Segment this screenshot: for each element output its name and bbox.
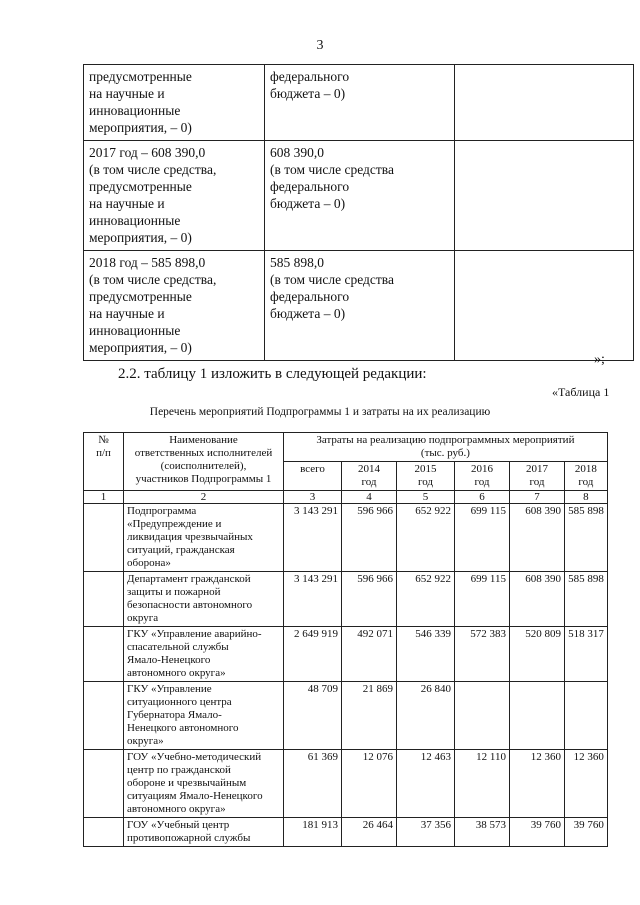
cost-y2015: 12 463: [397, 750, 455, 818]
header-costs: Затраты на реализацию подпрограммных мероприятий (тыс. руб.): [284, 433, 608, 462]
cost-y2017: 39 760: [510, 818, 565, 847]
cost-y2015: 37 356: [397, 818, 455, 847]
cost-y2018: 585 898: [565, 504, 608, 572]
cost-total: 181 913: [284, 818, 342, 847]
table-title: Перечень мероприятий Подпрограммы 1 и затраты на их реализацию: [149, 406, 491, 418]
header-2018: 2018 год: [565, 462, 608, 491]
cost-total: 48 709: [284, 682, 342, 750]
column-number: 3: [284, 491, 342, 504]
table-cell: федерального бюджета – 0): [265, 65, 455, 141]
table-row: [84, 251, 634, 361]
cost-y2015: 26 840: [397, 682, 455, 750]
header-2014: 2014 год: [342, 462, 397, 491]
table-cell: [455, 251, 634, 361]
table-cell: 2017 год – 608 390,0 (в том числе средства, предусмотренные на научные и инновационные мероприятия, – 0): [84, 141, 265, 251]
row-number: [84, 750, 124, 818]
header-name: Наименование ответственных исполнителей (соисполнителей), участников Подпрограммы 1: [124, 433, 284, 491]
row-number: [84, 572, 124, 627]
column-number: 5: [397, 491, 455, 504]
cost-y2018: 585 898: [565, 572, 608, 627]
header-2017: 2017 год: [510, 462, 565, 491]
table-row: [84, 572, 608, 627]
header-num: № п/п: [84, 433, 124, 491]
cost-y2014: 26 464: [342, 818, 397, 847]
table-row: [84, 818, 608, 847]
cost-y2018: 39 760: [565, 818, 608, 847]
column-number: 8: [565, 491, 608, 504]
executor-name: ГКУ «Управление ситуационного центра Губернатора Ямало- Ненецкого автономного округа»: [124, 682, 284, 750]
table-cell: 2018 год – 585 898,0 (в том числе средства, предусмотренные на научные и инновационные мероприятия, – 0): [84, 251, 265, 361]
table-label: «Таблица 1: [552, 385, 610, 399]
executor-name: ГОУ «Учебный центр противопожарной службы: [124, 818, 284, 847]
cost-y2017: 12 360: [510, 750, 565, 818]
row-number: [84, 682, 124, 750]
cost-y2015: 546 339: [397, 627, 455, 682]
row-number: [84, 627, 124, 682]
column-number-row: [84, 491, 608, 504]
cost-y2017: 608 390: [510, 504, 565, 572]
executor-name: ГКУ «Управление аварийно- спасательной службы Ямало-Ненецкого автономного округа»: [124, 627, 284, 682]
cost-y2016: 699 115: [455, 504, 510, 572]
table-cell: [455, 141, 634, 251]
table-row: [84, 627, 608, 682]
cost-y2016: 12 110: [455, 750, 510, 818]
header-2015: 2015 год: [397, 462, 455, 491]
instruction-text: 2.2. таблицу 1 изложить в следующей редакции:: [118, 366, 427, 382]
header-total: всего: [284, 462, 342, 491]
page-number: 3: [316, 38, 324, 53]
cost-y2018: 518 317: [565, 627, 608, 682]
cost-y2017: 608 390: [510, 572, 565, 627]
cost-y2017: [510, 682, 565, 750]
table-cell: предусмотренные на научные и инновационные мероприятия, – 0): [84, 65, 265, 141]
cost-y2016: 572 383: [455, 627, 510, 682]
column-number: 1: [84, 491, 124, 504]
table-row: [84, 750, 608, 818]
cost-y2015: 652 922: [397, 504, 455, 572]
cost-total: 2 649 919: [284, 627, 342, 682]
table-row: [84, 65, 634, 141]
measures-table: [83, 432, 608, 847]
table-row: [84, 141, 634, 251]
cost-y2014: 492 071: [342, 627, 397, 682]
column-number: 4: [342, 491, 397, 504]
executor-name: Подпрограмма «Предупреждение и ликвидация чрезвычайных ситуаций, гражданская оборона»: [124, 504, 284, 572]
cost-y2017: 520 809: [510, 627, 565, 682]
continuation-table: [83, 64, 634, 361]
cost-y2018: [565, 682, 608, 750]
header-row: [84, 433, 608, 462]
header-2016: 2016 год: [455, 462, 510, 491]
cost-y2016: 38 573: [455, 818, 510, 847]
row-number: [84, 818, 124, 847]
cost-y2015: 652 922: [397, 572, 455, 627]
cost-y2016: 699 115: [455, 572, 510, 627]
cost-y2014: 596 966: [342, 572, 397, 627]
cost-y2014: 12 076: [342, 750, 397, 818]
cost-y2014: 21 869: [342, 682, 397, 750]
cost-y2014: 596 966: [342, 504, 397, 572]
table-row: [84, 682, 608, 750]
closing-quote: »;: [594, 352, 605, 367]
table-cell: 608 390,0 (в том числе средства федерального бюджета – 0): [265, 141, 455, 251]
cost-y2018: 12 360: [565, 750, 608, 818]
row-number: [84, 504, 124, 572]
cost-total: 61 369: [284, 750, 342, 818]
column-number: 7: [510, 491, 565, 504]
column-number: 2: [124, 491, 284, 504]
table-row: [84, 504, 608, 572]
executor-name: Департамент гражданской защиты и пожарной безопасности автономного округа: [124, 572, 284, 627]
cost-total: 3 143 291: [284, 572, 342, 627]
cost-y2016: [455, 682, 510, 750]
table-cell: 585 898,0 (в том числе средства федерального бюджета – 0): [265, 251, 455, 361]
executor-name: ГОУ «Учебно-методический центр по гражданской обороне и чрезвычайным ситуациям Ямало-Ненецкого автономного округа»: [124, 750, 284, 818]
table-cell: [455, 65, 634, 141]
column-number: 6: [455, 491, 510, 504]
cost-total: 3 143 291: [284, 504, 342, 572]
